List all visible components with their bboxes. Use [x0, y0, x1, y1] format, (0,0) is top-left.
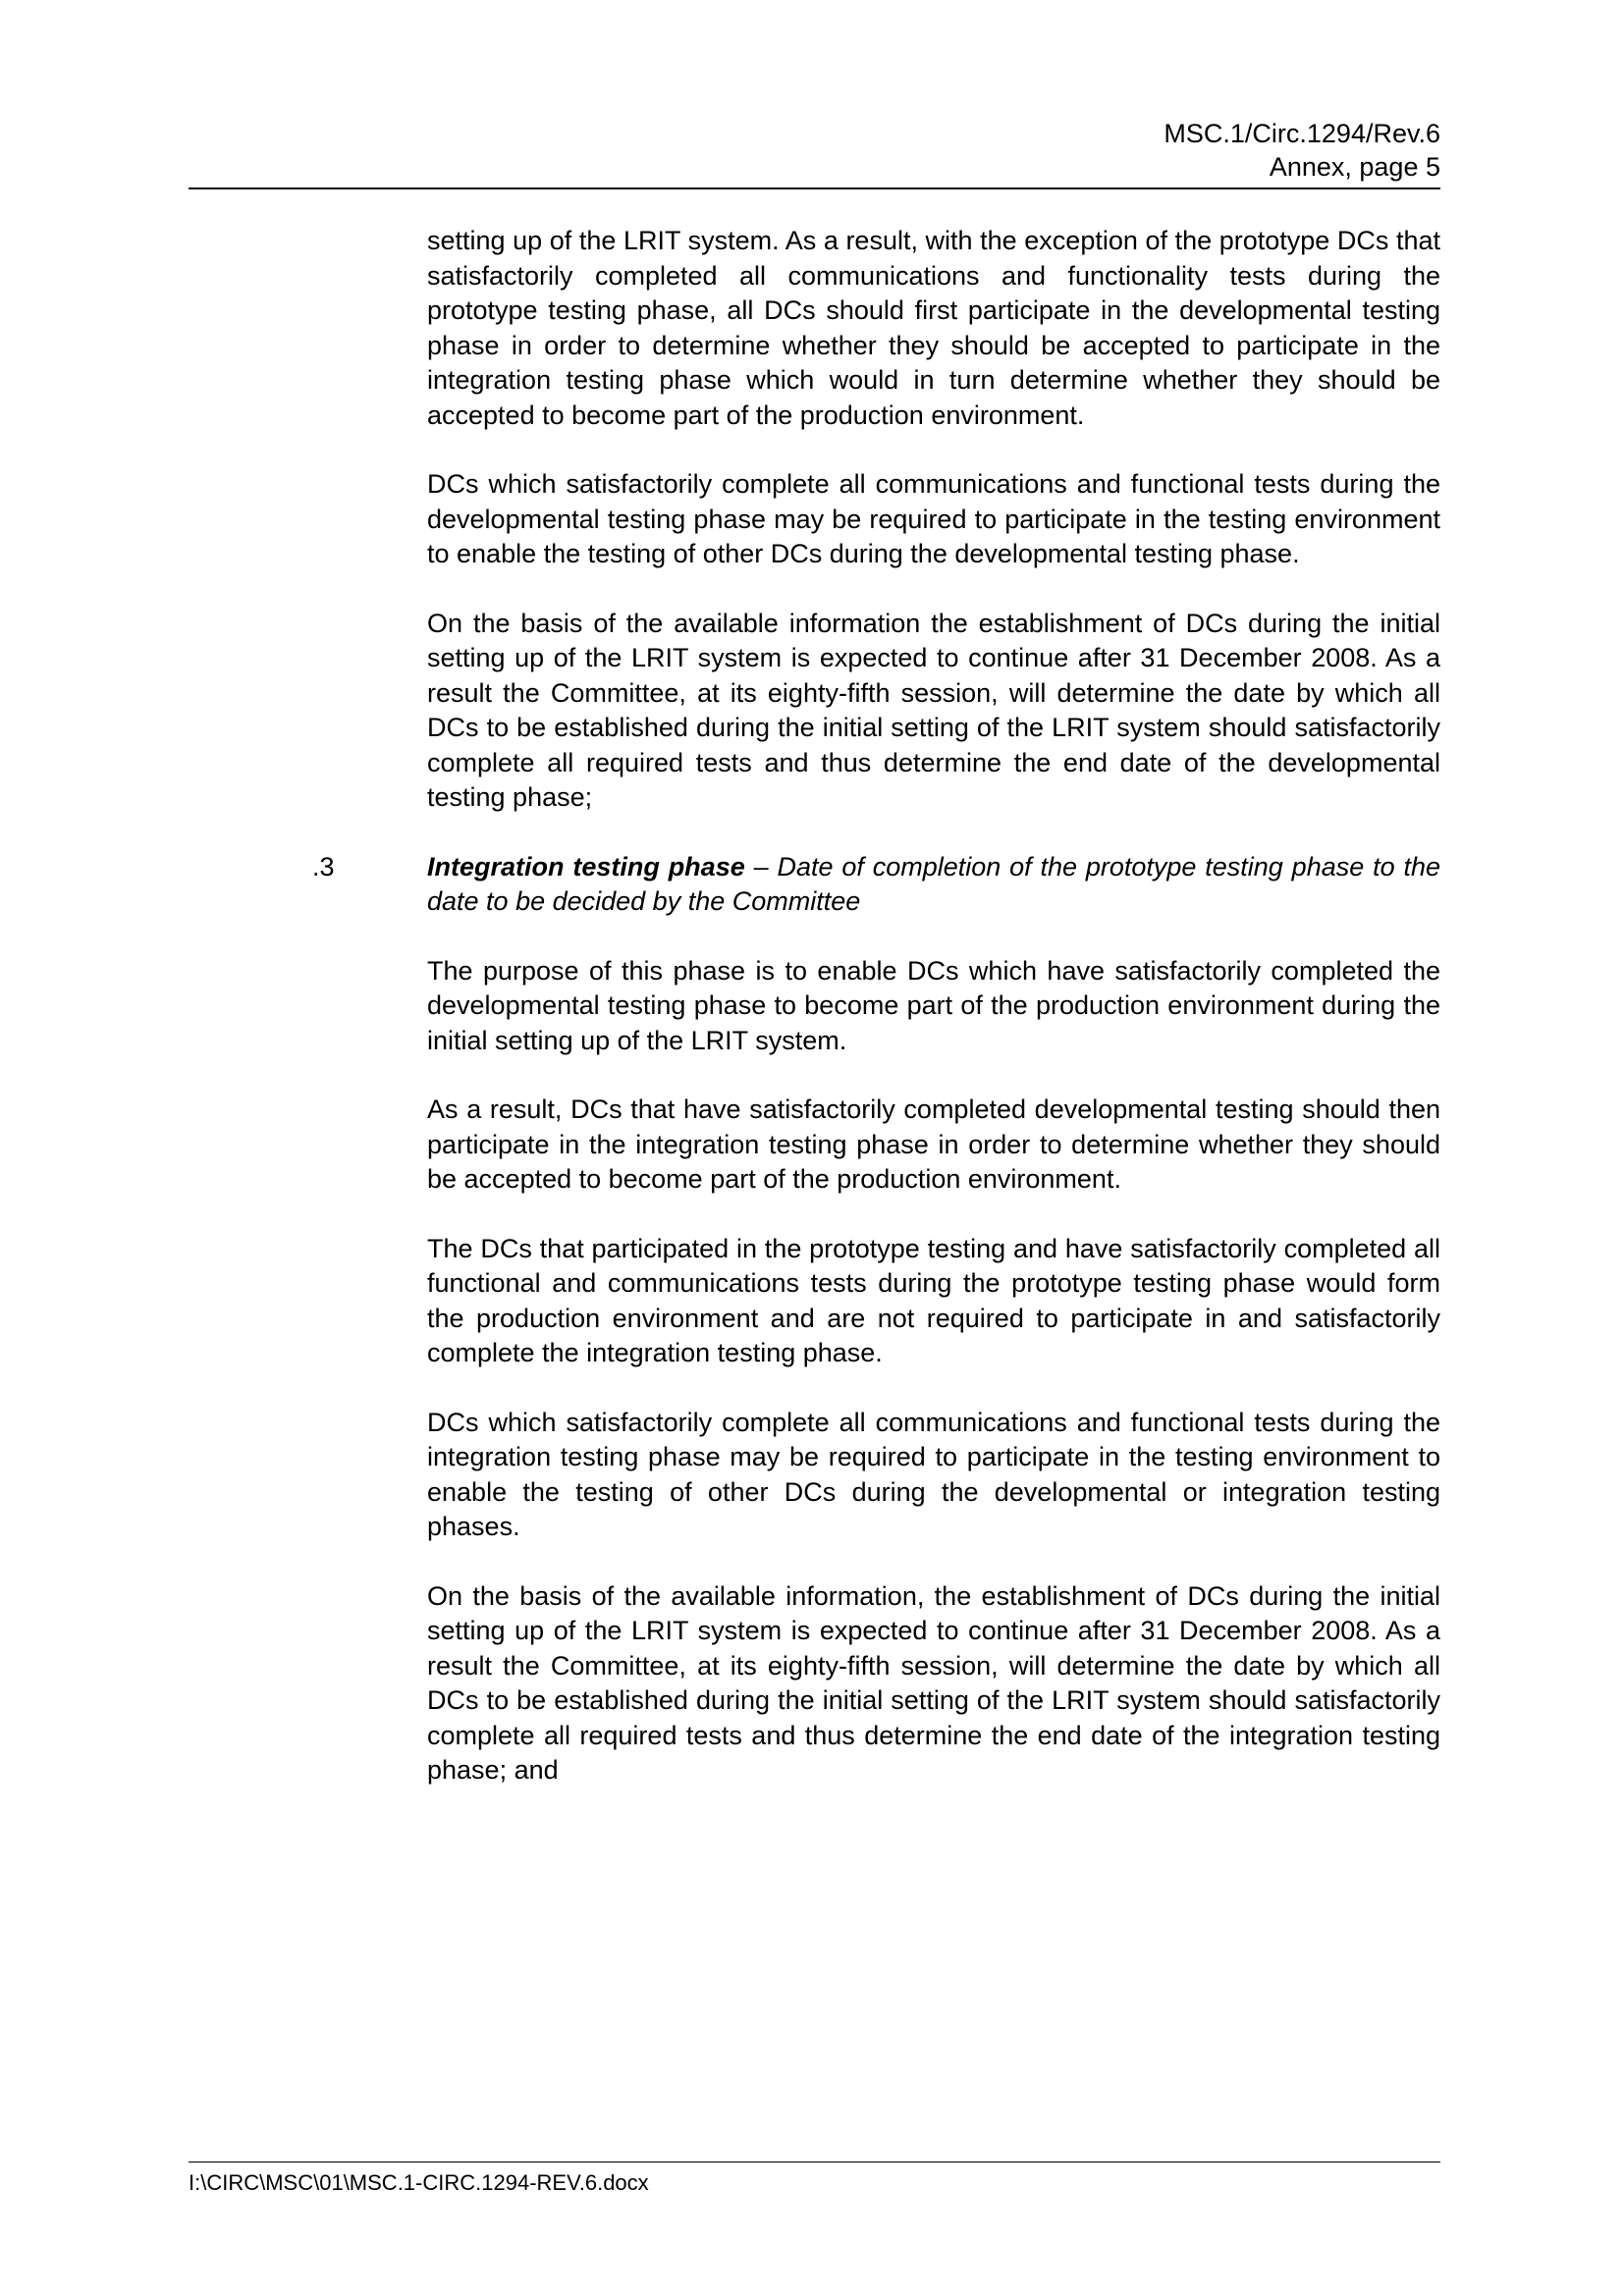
item-heading-rest: – Date of completion of the prototype testing phase to the date to be decided by the Committee [427, 851, 1440, 916]
paragraph: On the basis of the available information the establishment of DCs during the initial setting up of the LRIT system is expected to continue after 31 December 2008. As a result the Committee, at its eighty-fifth session, will determine the date by which all DCs to be established during the initial setting of the LRIT system should satisfactorily complete all required tests and thus determine the end date of the developmental testing phase; [427, 608, 1440, 812]
page-header [1164, 117, 1440, 184]
item-number: .3 [312, 851, 335, 881]
paragraph: DCs which satisfactorily complete all communications and functional tests during the developmental testing phase may be required to participate in the testing environment to enable the testing of other DCs during the developmental testing phase. [427, 469, 1440, 568]
paragraph: setting up of the LRIT system. As a result, with the exception of the prototype DCs that satisfactorily completed all communications and functionality tests during the prototype testing phase, all DCs should first participate in the developmental testing phase in order to determine whether they should be accepted to participate in the integration testing phase which would in turn determine whether they should be accepted to become part of the production environment. [427, 226, 1440, 430]
header-rule [189, 187, 1440, 189]
paragraph: The DCs that participated in the prototype testing and have satisfactorily completed all functional and communications tests during the prototype testing phase would form the production environment and are not required to participate in and satisfactorily complete the integration testing phase. [427, 1233, 1440, 1367]
item-heading-bold: Integration testing phase [427, 851, 745, 881]
paragraph: DCs which satisfactorily complete all communications and functional tests during the integration testing phase may be required to participate in the testing environment to enable the testing of other DCs during the developmental or integration testing phases. [427, 1407, 1440, 1541]
paragraph: On the basis of the available information, the establishment of DCs during the initial setting up of the LRIT system is expected to continue after 31 December 2008. As a result the Committee, at its eighty-fifth session, will determine the date by which all DCs to be established during the initial setting of the LRIT system should satisfactorily complete all required tests and thus determine the end date of the integration testing phase; and [427, 1580, 1440, 1785]
paragraph: As a result, DCs that have satisfactorily completed developmental testing should then participate in the integration testing phase in order to determine whether they should be accepted to become part of the production environment. [427, 1095, 1440, 1194]
item-heading [427, 850, 1440, 920]
list-item-3 [312, 850, 1440, 1789]
footer-file-path: I:\CIRC\MSC\01\MSC.1-CIRC.1294-REV.6.docx [189, 2170, 649, 2195]
page-reference: Annex, page 5 [1269, 152, 1440, 182]
footer-rule [189, 2162, 1440, 2163]
page-body [312, 224, 1440, 1823]
document-reference: MSC.1/Circ.1294/Rev.6 [1164, 119, 1440, 148]
paragraph: The purpose of this phase is to enable DCs which have satisfactorily completed the developmental testing phase to become part of the production environment during the initial setting up of the LRIT system. [427, 955, 1440, 1055]
